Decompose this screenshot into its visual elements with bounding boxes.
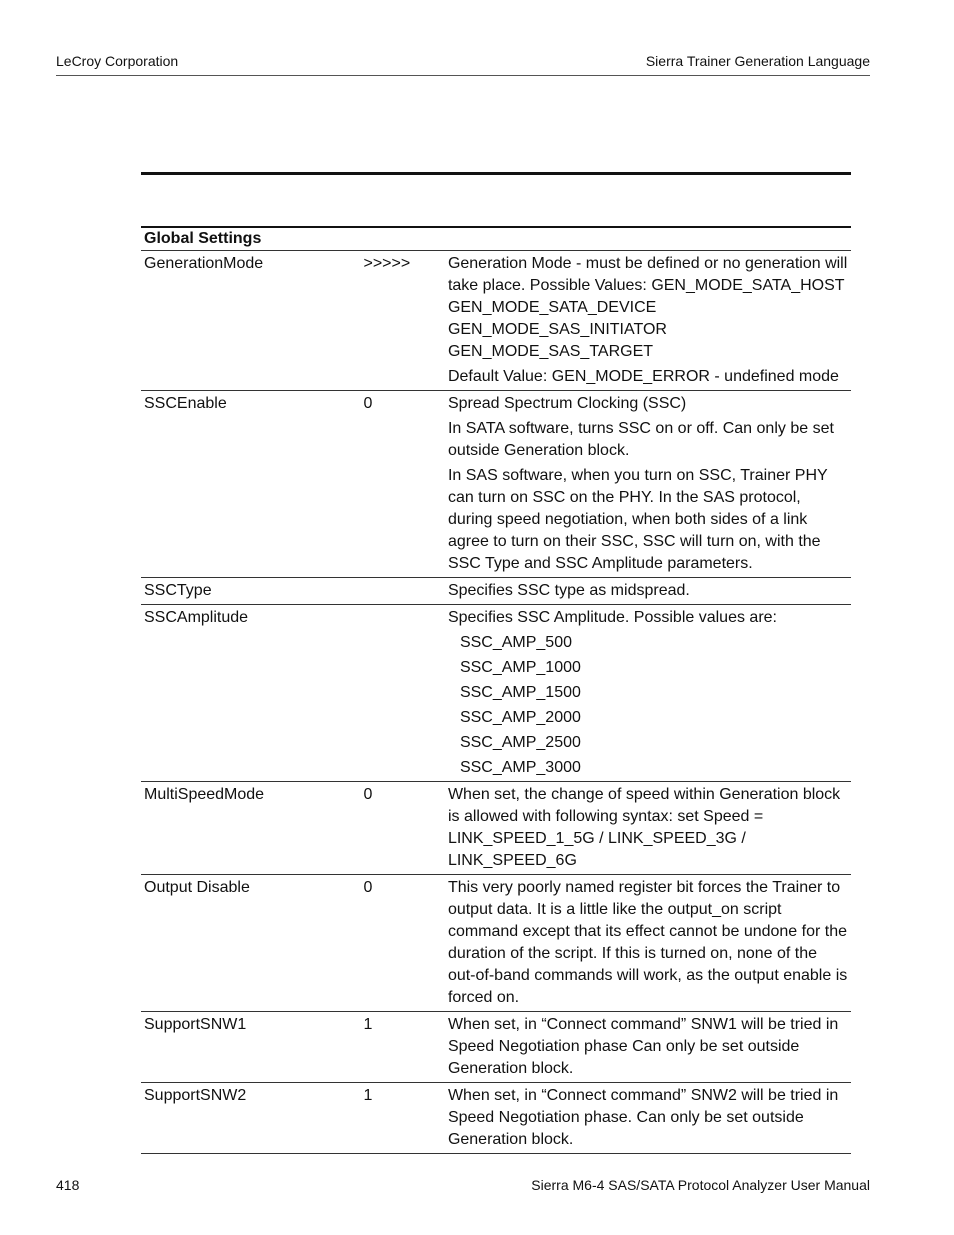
setting-description: [445, 1012, 851, 1083]
setting-name: SSCEnable: [141, 391, 360, 578]
setting-default: 0: [360, 782, 444, 875]
setting-name: SSCAmplitude: [141, 605, 360, 782]
table-row: [141, 578, 851, 605]
manual-title: Sierra M6-4 SAS/SATA Protocol Analyzer User Manual: [531, 1177, 870, 1193]
setting-description: [445, 391, 851, 578]
setting-default: >>>>>: [360, 251, 444, 391]
setting-description: [445, 1083, 851, 1154]
description-paragraph: Default Value: GEN_MODE_ERROR - undefined mode: [447, 368, 839, 385]
table-row: [141, 1012, 851, 1083]
setting-name: SupportSNW1: [141, 1012, 360, 1083]
table-section-title: Global Settings: [141, 227, 851, 251]
setting-description: [445, 605, 851, 782]
setting-default: 0: [360, 391, 444, 578]
possible-value: SSC_AMP_1000: [459, 659, 581, 676]
table-row: [141, 605, 851, 782]
setting-default: 0: [360, 875, 444, 1012]
page-header: [56, 53, 870, 76]
description-paragraph: Specifies SSC type as midspread.: [447, 582, 690, 599]
global-settings-table: [141, 226, 851, 1154]
description-paragraph: Spread Spectrum Clocking (SSC): [447, 395, 687, 412]
setting-description: [445, 875, 851, 1012]
setting-description: [445, 251, 851, 391]
description-paragraph: Generation Mode - must be defined or no generation will take place. Possible Values: GEN_MODE_SATA_HOST GEN_MODE_SATA_DEVICE GEN_MODE_SAS_INITIATOR GEN_MODE_SAS_TARGET: [447, 255, 848, 360]
table-row: [141, 251, 851, 391]
table-row: [141, 782, 851, 875]
possible-value: SSC_AMP_2000: [459, 709, 581, 726]
setting-name: SupportSNW2: [141, 1083, 360, 1154]
possible-value: SSC_AMP_500: [459, 634, 572, 651]
setting-default: 1: [360, 1012, 444, 1083]
description-paragraph: In SATA software, turns SSC on or off. Can only be set outside Generation block.: [447, 420, 834, 459]
setting-description: [445, 578, 851, 605]
possible-value: SSC_AMP_3000: [459, 759, 581, 776]
page-number: 418: [56, 1177, 80, 1193]
header-chapter-title: Sierra Trainer Generation Language: [645, 53, 870, 69]
description-paragraph: In SAS software, when you turn on SSC, Trainer PHY can turn on SSC on the PHY. In the SAS protocol, during speed negotiation, when both sides of a link agree to turn on their SSC, SSC will turn on, with the SSC Type and SSC Amplitude parameters.: [447, 467, 828, 572]
table-row: [141, 391, 851, 578]
table-row: [141, 875, 851, 1012]
possible-value: SSC_AMP_1500: [459, 684, 581, 701]
header-company: LeCroy Corporation: [56, 53, 179, 69]
setting-default: 1: [360, 1083, 444, 1154]
table-row: [141, 1083, 851, 1154]
description-paragraph: This very poorly named register bit forces the Trainer to output data. It is a little like the output_on script command except that its effect cannot be undone for the duration of the script. If this is turned on, none of the out-of-band commands will work, as the output enable is forced on.: [447, 879, 848, 1006]
setting-description: [445, 782, 851, 875]
setting-name: Output Disable: [141, 875, 360, 1012]
description-paragraph: When set, the change of speed within Generation block is allowed with following syntax: set Speed = LINK_SPEED_1_5G / LINK_SPEED_3G / LINK_SPEED_6G: [447, 786, 841, 869]
setting-name: GenerationMode: [141, 251, 360, 391]
setting-name: SSCType: [141, 578, 360, 605]
setting-default: [360, 605, 444, 782]
description-paragraph: Specifies SSC Amplitude. Possible values are:: [447, 609, 777, 626]
description-paragraph: When set, in “Connect command” SNW1 will be tried in Speed Negotiation phase Can only be set outside Generation block.: [447, 1016, 839, 1077]
description-paragraph: When set, in “Connect command” SNW2 will be tried in Speed Negotiation phase. Can only be set outside Generation block.: [447, 1087, 839, 1148]
section-rule: [141, 172, 851, 175]
setting-default: [360, 578, 444, 605]
possible-value: SSC_AMP_2500: [459, 734, 581, 751]
table-body: [141, 251, 851, 1154]
setting-name: MultiSpeedMode: [141, 782, 360, 875]
